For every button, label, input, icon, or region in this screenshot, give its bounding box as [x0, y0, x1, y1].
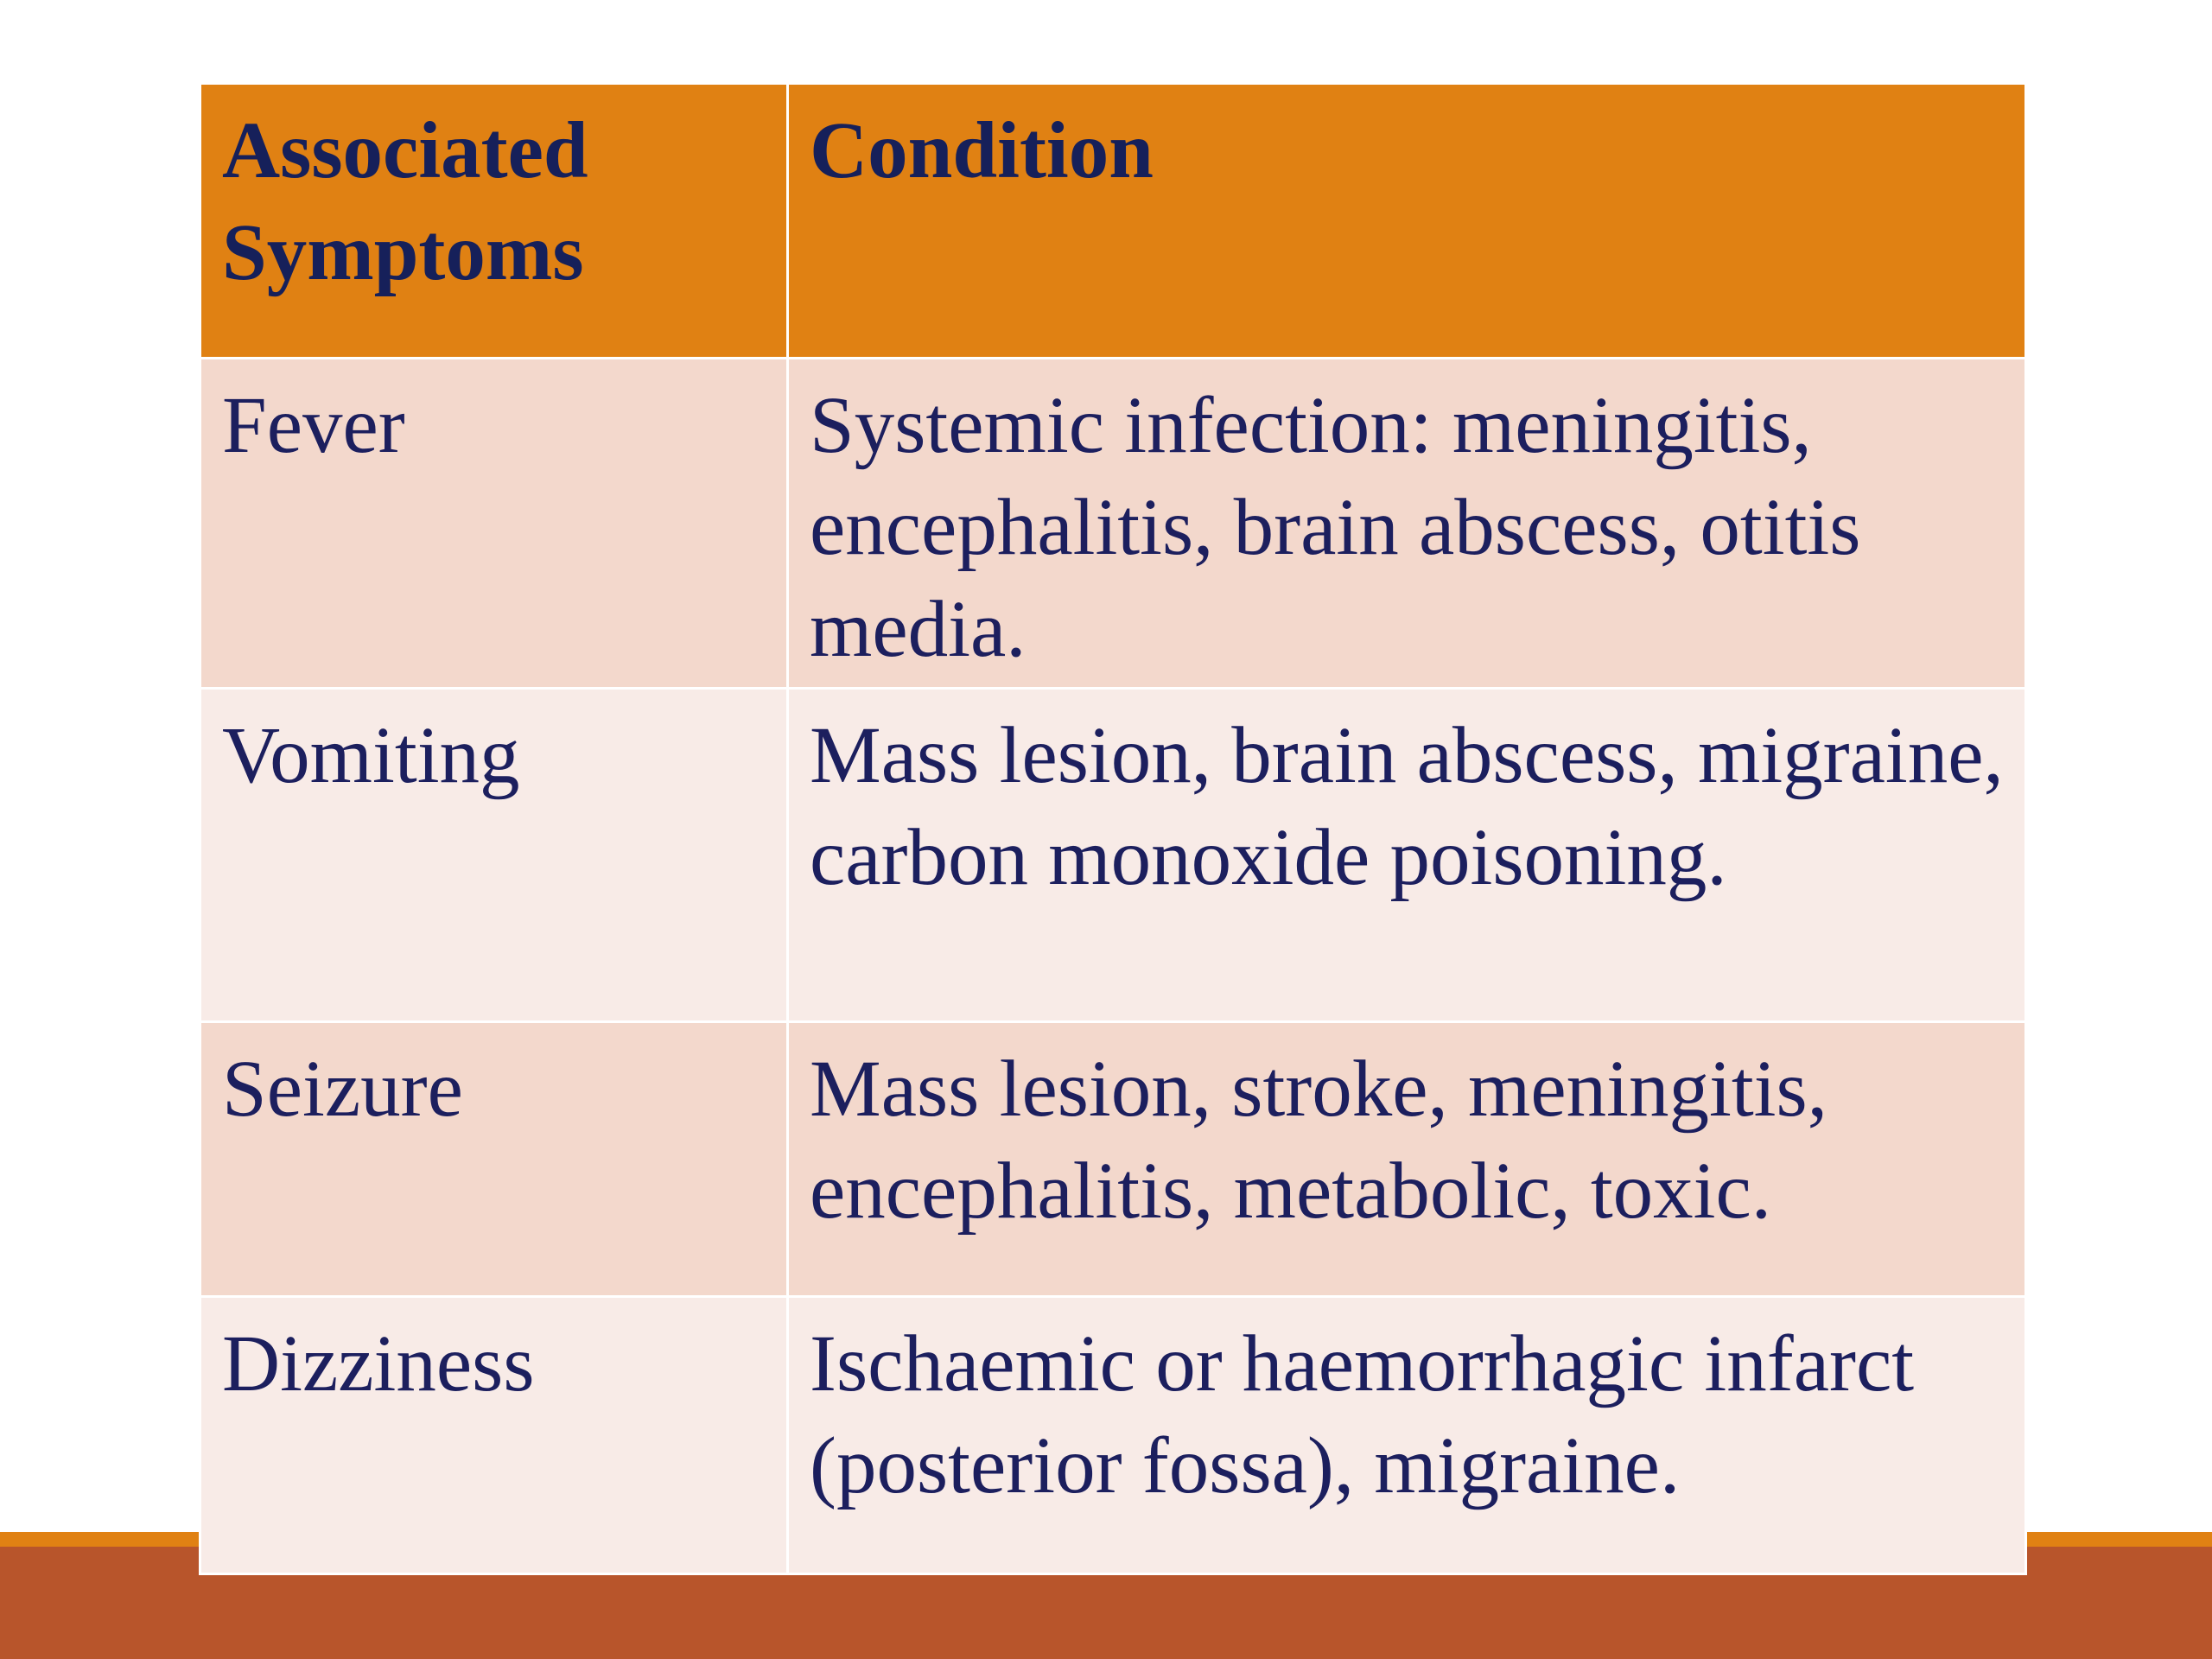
- symptoms-table: [199, 82, 2027, 1575]
- table-header-row: [200, 84, 2026, 359]
- symptoms-table-container: [199, 82, 2024, 1573]
- condition-cell: Mass lesion, brain abscess, migraine, carbon monoxide poisoning.: [788, 689, 2026, 1022]
- symptom-cell: Fever: [200, 359, 788, 689]
- header-associated-symptoms: Associated Symptoms: [200, 84, 788, 359]
- symptom-cell: Dizziness: [200, 1297, 788, 1574]
- table-row: [200, 1022, 2026, 1297]
- header-condition: Condition: [788, 84, 2026, 359]
- table-row: [200, 1297, 2026, 1574]
- condition-cell: Ischaemic or haemorrhagic infarct (posterior fossa), migraine.: [788, 1297, 2026, 1574]
- condition-cell: Systemic infection: meningitis, encephalitis, brain abscess, otitis media.: [788, 359, 2026, 689]
- symptom-cell: Seizure: [200, 1022, 788, 1297]
- condition-cell: Mass lesion, stroke, meningitis, encephalitis, metabolic, toxic.: [788, 1022, 2026, 1297]
- table-row: [200, 689, 2026, 1022]
- table-row: [200, 359, 2026, 689]
- symptom-cell: Vomiting: [200, 689, 788, 1022]
